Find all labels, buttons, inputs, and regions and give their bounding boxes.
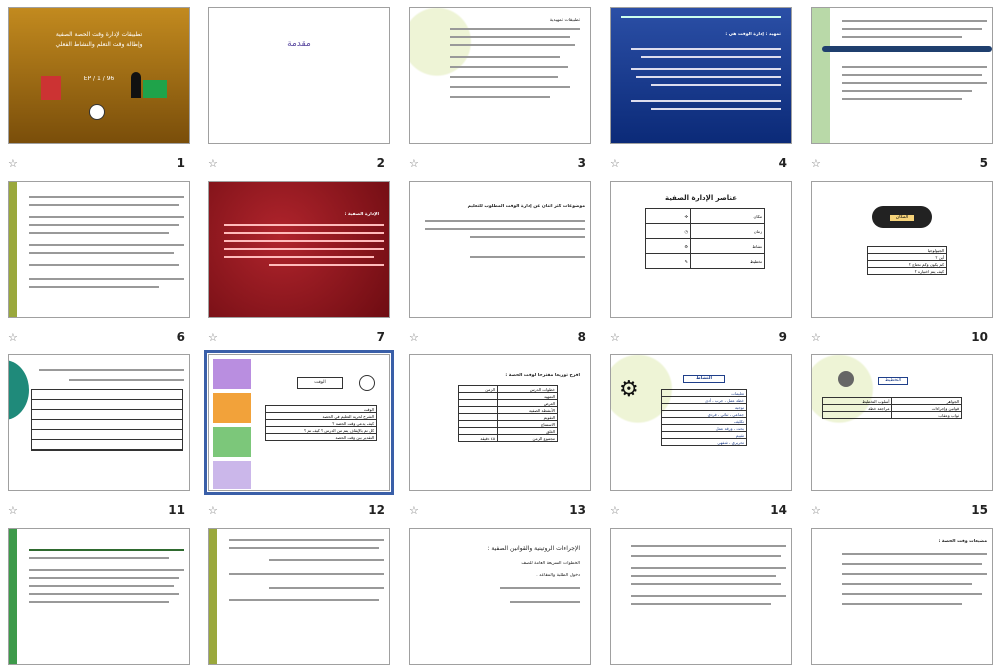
table-cell: ٤٥ دقيقة (459, 435, 498, 442)
text-line (29, 224, 179, 226)
table-cell: كيف يتم اختياره ؟ (868, 268, 947, 275)
slide-1[interactable] (8, 7, 193, 172)
text-line (450, 86, 570, 88)
slide-11[interactable] (8, 354, 193, 519)
slide-number: 5 (979, 156, 988, 170)
slide-6[interactable] (8, 181, 193, 346)
slide-10[interactable] (811, 181, 996, 346)
slide-title: تطبيقات تمهيدية (549, 18, 580, 23)
text-line (631, 603, 771, 605)
table-cell: أين ؟ (868, 254, 947, 261)
text-line (631, 583, 781, 585)
slide-number: 9 (778, 330, 787, 344)
text-line (425, 220, 585, 222)
activity-table (661, 389, 747, 446)
table-cell: الجيولوجيا (868, 247, 947, 254)
slide-number: 1 (176, 156, 185, 170)
table-cell: بحث ، ورقة عمل (662, 425, 747, 432)
slide-title-line: وإطالة وقت التعلم والنشاط الفعلي (55, 41, 143, 48)
star-icon: ☆ (610, 157, 620, 170)
slide-5[interactable] (811, 7, 996, 172)
text-line (425, 228, 585, 230)
text-line (842, 593, 982, 595)
table-cell: التمهيد (498, 393, 558, 400)
slide-number: 15 (971, 503, 988, 517)
slide-thumbnail[interactable] (208, 354, 390, 491)
text-line (224, 248, 384, 250)
slide-thumbnail[interactable] (8, 181, 190, 318)
text-line (621, 16, 781, 18)
slide-8[interactable] (409, 181, 594, 346)
table-cell: تعليمات (662, 390, 747, 397)
side-band (9, 529, 17, 665)
gears-icon: ⚙ (619, 377, 639, 402)
text-line (842, 74, 982, 76)
text-line (29, 244, 184, 246)
text-line (224, 224, 384, 226)
text-line (631, 595, 786, 597)
text-line (842, 603, 962, 605)
text-line (450, 76, 558, 78)
slide-number: 13 (569, 503, 586, 517)
slide-thumbnail[interactable] (208, 181, 390, 318)
table-cell: الأنشطة الصفية (498, 407, 558, 414)
slide-number: 12 (368, 503, 385, 517)
text-line (29, 264, 179, 266)
table-cell: كيف يدعى وقت الحصة ؟ (266, 420, 377, 427)
slide-thumbnail[interactable] (409, 181, 591, 318)
text-line (224, 240, 384, 242)
text-line (29, 549, 184, 551)
slide-thumbnail[interactable] (811, 354, 993, 491)
star-icon: ☆ (8, 504, 18, 517)
text-line (29, 196, 184, 198)
text-line (29, 557, 169, 559)
table-cell: مراجعة خطة (823, 405, 892, 412)
table-cell: كم يكون وكم نحتاج ؟ (868, 261, 947, 268)
planning-table (822, 397, 962, 419)
lesson-time-table (458, 385, 558, 442)
activity-label: النشاط (683, 375, 725, 383)
text-line (631, 545, 786, 547)
star-icon: ☆ (208, 157, 218, 170)
slide-title: اقرح توزيعا مقترحا لوقت الحصة : (505, 373, 580, 378)
slide-14[interactable] (610, 354, 795, 519)
board-icon (143, 80, 167, 98)
table-cell: تخطيط (691, 254, 765, 269)
star-icon: ☆ (409, 331, 419, 344)
text-line (29, 204, 179, 206)
slide-thumbnail[interactable] (811, 7, 993, 144)
clock-icon: ◷ (646, 224, 691, 239)
table-cell: نشاط (691, 239, 765, 254)
side-band (812, 8, 830, 144)
slide-number: 8 (577, 330, 586, 344)
table-cell: قوانين وإجراءات (892, 405, 962, 412)
slide-text: دخول الطلبة والمقاعد . (536, 573, 580, 578)
star-icon: ☆ (8, 157, 18, 170)
text-line (39, 369, 184, 371)
slide-17[interactable] (208, 528, 393, 612)
slide-thumbnail[interactable] (8, 528, 190, 665)
text-line (29, 278, 184, 280)
table-cell: ثواب وعقاب (892, 412, 962, 419)
text-line (29, 585, 174, 587)
text-line (450, 56, 560, 58)
slide-thumbnail[interactable] (610, 7, 792, 144)
slide-thumbnail[interactable] (409, 7, 591, 144)
text-line (842, 573, 987, 575)
slide-title: موضوعات كثر اثنان عن إدارة الوقت المطلوب للتعليم (467, 204, 585, 209)
table-cell: جماعي ، ثنائي ، فردي (662, 411, 747, 418)
text-line (470, 256, 585, 258)
slide-number: 6 (176, 330, 185, 344)
text-line (29, 593, 179, 595)
clock-icon (359, 375, 375, 391)
planning-label: التخطيط (878, 377, 908, 385)
text-line (269, 587, 384, 589)
slide-number: 14 (770, 503, 787, 517)
slide-thumbnail[interactable] (811, 181, 993, 318)
star-icon: ☆ (610, 504, 620, 517)
text-line (842, 583, 972, 585)
text-line (842, 98, 962, 100)
time-callout: الوقت (297, 377, 343, 389)
text-line (29, 286, 159, 288)
text-line (29, 601, 169, 603)
star-icon: ☆ (208, 331, 218, 344)
table-cell: مكان (691, 209, 765, 224)
slide-number: 3 (577, 156, 586, 170)
text-line (29, 252, 174, 254)
slide-12[interactable] (208, 354, 393, 519)
text-line (641, 56, 781, 58)
slide-18[interactable] (409, 528, 594, 612)
slide-title: الإجراءات الروتينية والقوانين الصفية : (487, 545, 580, 552)
table-header: الزمن (459, 386, 498, 393)
text-line (842, 36, 962, 38)
slide-7[interactable] (208, 181, 393, 346)
text-line (842, 553, 987, 555)
text-line (842, 563, 982, 565)
text-line (842, 28, 982, 30)
table-header: الجواهر (892, 398, 962, 405)
text-line (229, 599, 379, 601)
slide-2[interactable] (208, 7, 393, 172)
text-line (651, 84, 781, 86)
text-line (842, 90, 972, 92)
slide-number: 11 (168, 503, 185, 517)
table-cell: التقدير بين وقت الحصة (266, 434, 377, 441)
table-cell: الشرح لحرية التعليم في الحصة (266, 413, 377, 420)
slide-number: 10 (971, 330, 988, 344)
text-line (229, 547, 379, 549)
clock-image-purple (213, 359, 251, 389)
star-icon: ☆ (8, 331, 18, 344)
text-line (224, 256, 374, 258)
star-icon: ☆ (208, 504, 218, 517)
slide-thumbnail[interactable] (409, 528, 591, 665)
star-icon: ☆ (409, 157, 419, 170)
slide-number: 7 (376, 330, 385, 344)
text-line (631, 567, 786, 569)
time-table (265, 405, 377, 441)
slide-thumbnail[interactable] (811, 528, 993, 665)
text-line (651, 108, 781, 110)
star-icon: ☆ (811, 331, 821, 344)
slide-thumbnail[interactable] (610, 181, 792, 318)
text-line (510, 601, 580, 603)
text-line (842, 82, 987, 84)
data-table (31, 389, 183, 451)
text-line (269, 264, 384, 266)
star-icon: ☆ (811, 504, 821, 517)
table-cell: الغلق (498, 428, 558, 435)
slide-4[interactable] (610, 7, 795, 172)
table-cell: زمان (691, 224, 765, 239)
slide-16[interactable] (8, 528, 193, 612)
slide-title: مضيعات وقت الحصة : (938, 539, 987, 544)
chair-icon: ✣ (646, 209, 691, 224)
books-image (213, 461, 251, 489)
text-line (450, 36, 570, 38)
table-header: خطوات الدرس (498, 386, 558, 393)
slide-3[interactable] (409, 7, 594, 172)
table-cell: توجيه (662, 404, 747, 411)
text-line (450, 44, 575, 46)
text-line (224, 232, 384, 234)
text-line (29, 577, 179, 579)
table-cell: كل تم بالإيقاف يتم من الدرس ؟ كيف تم ؟ (266, 427, 377, 434)
text-line (631, 555, 781, 557)
text-line (69, 379, 184, 381)
side-band (209, 529, 217, 665)
text-line (269, 559, 384, 561)
slide-text: الخطوات السريعة العامة للصف (521, 561, 580, 566)
text-line (631, 100, 781, 102)
slide-thumbnail[interactable] (610, 354, 792, 491)
table-cell: التقويم (498, 414, 558, 421)
table-cell: الوقت (266, 406, 377, 413)
slide-number: 4 (778, 156, 787, 170)
place-table (867, 246, 947, 275)
elements-table (645, 208, 765, 269)
slide-title: الإدارة الصفية : (344, 212, 379, 217)
text-line (842, 66, 987, 68)
star-icon: ☆ (811, 157, 821, 170)
side-band (9, 182, 17, 318)
text-line (631, 68, 781, 70)
slide-19[interactable] (610, 528, 795, 612)
table-cell: مجموع الزمن (498, 435, 558, 442)
decor-circle (8, 360, 29, 420)
table-cell: تقييم (662, 432, 747, 439)
stop-icon (41, 76, 61, 100)
table-cell: خطة عمل ، جرب ، أدى (662, 397, 747, 404)
text-line (29, 216, 184, 218)
slide-9[interactable] (610, 181, 795, 346)
money-image (213, 427, 251, 457)
slide-thumbnail[interactable] (610, 528, 792, 665)
slide-thumbnail[interactable] (8, 7, 190, 144)
person-icon (131, 72, 141, 98)
text-line (29, 232, 169, 234)
text-line (636, 76, 781, 78)
table-cell: الاستنتاج (498, 421, 558, 428)
text-line (450, 96, 550, 98)
text-line (470, 236, 585, 238)
text-line (842, 20, 987, 22)
slide-thumbnail[interactable] (8, 354, 190, 491)
text-line (450, 28, 580, 30)
slide-15[interactable] (811, 354, 996, 519)
table-cell: العرض (498, 400, 558, 407)
text-line (229, 573, 384, 575)
tool-icon: ✎ (646, 254, 691, 269)
slide-code: EP / 1 / 96 (83, 76, 115, 82)
star-icon: ☆ (610, 331, 620, 344)
table-header: أسلوب التخطيط (823, 398, 892, 405)
text-line (631, 48, 781, 50)
slide-20[interactable] (811, 528, 996, 612)
star-icon: ☆ (409, 504, 419, 517)
text-line (631, 575, 776, 577)
slide-number: 2 (376, 156, 385, 170)
text-line (500, 587, 580, 589)
slide-title-line: تطبيقات لإدارة وقت الحصة الصفية (55, 31, 143, 38)
table-cell: تكليف (662, 418, 747, 425)
clock-icon (89, 104, 105, 120)
text-line (29, 569, 184, 571)
slide-title: مقدمة (287, 39, 311, 49)
slide-thumbnail[interactable] (409, 354, 591, 491)
text-line (229, 539, 384, 541)
clock-image-orange (213, 393, 251, 423)
mace-icon (838, 371, 854, 387)
slide-title: تمهيد : إدارة الوقت هي : (725, 32, 781, 37)
table-cell: تحريري ، شفهي (662, 439, 747, 446)
gear-icon: ⚙ (646, 239, 691, 254)
slide-thumbnail[interactable] (208, 7, 390, 144)
place-label: المكان (890, 215, 914, 221)
slide-thumbnail[interactable] (208, 528, 390, 665)
header-bar (822, 46, 992, 52)
slide-13[interactable] (409, 354, 594, 519)
text-line (450, 66, 568, 68)
slide-title: عناصر الإدارة الصفية (664, 194, 738, 202)
